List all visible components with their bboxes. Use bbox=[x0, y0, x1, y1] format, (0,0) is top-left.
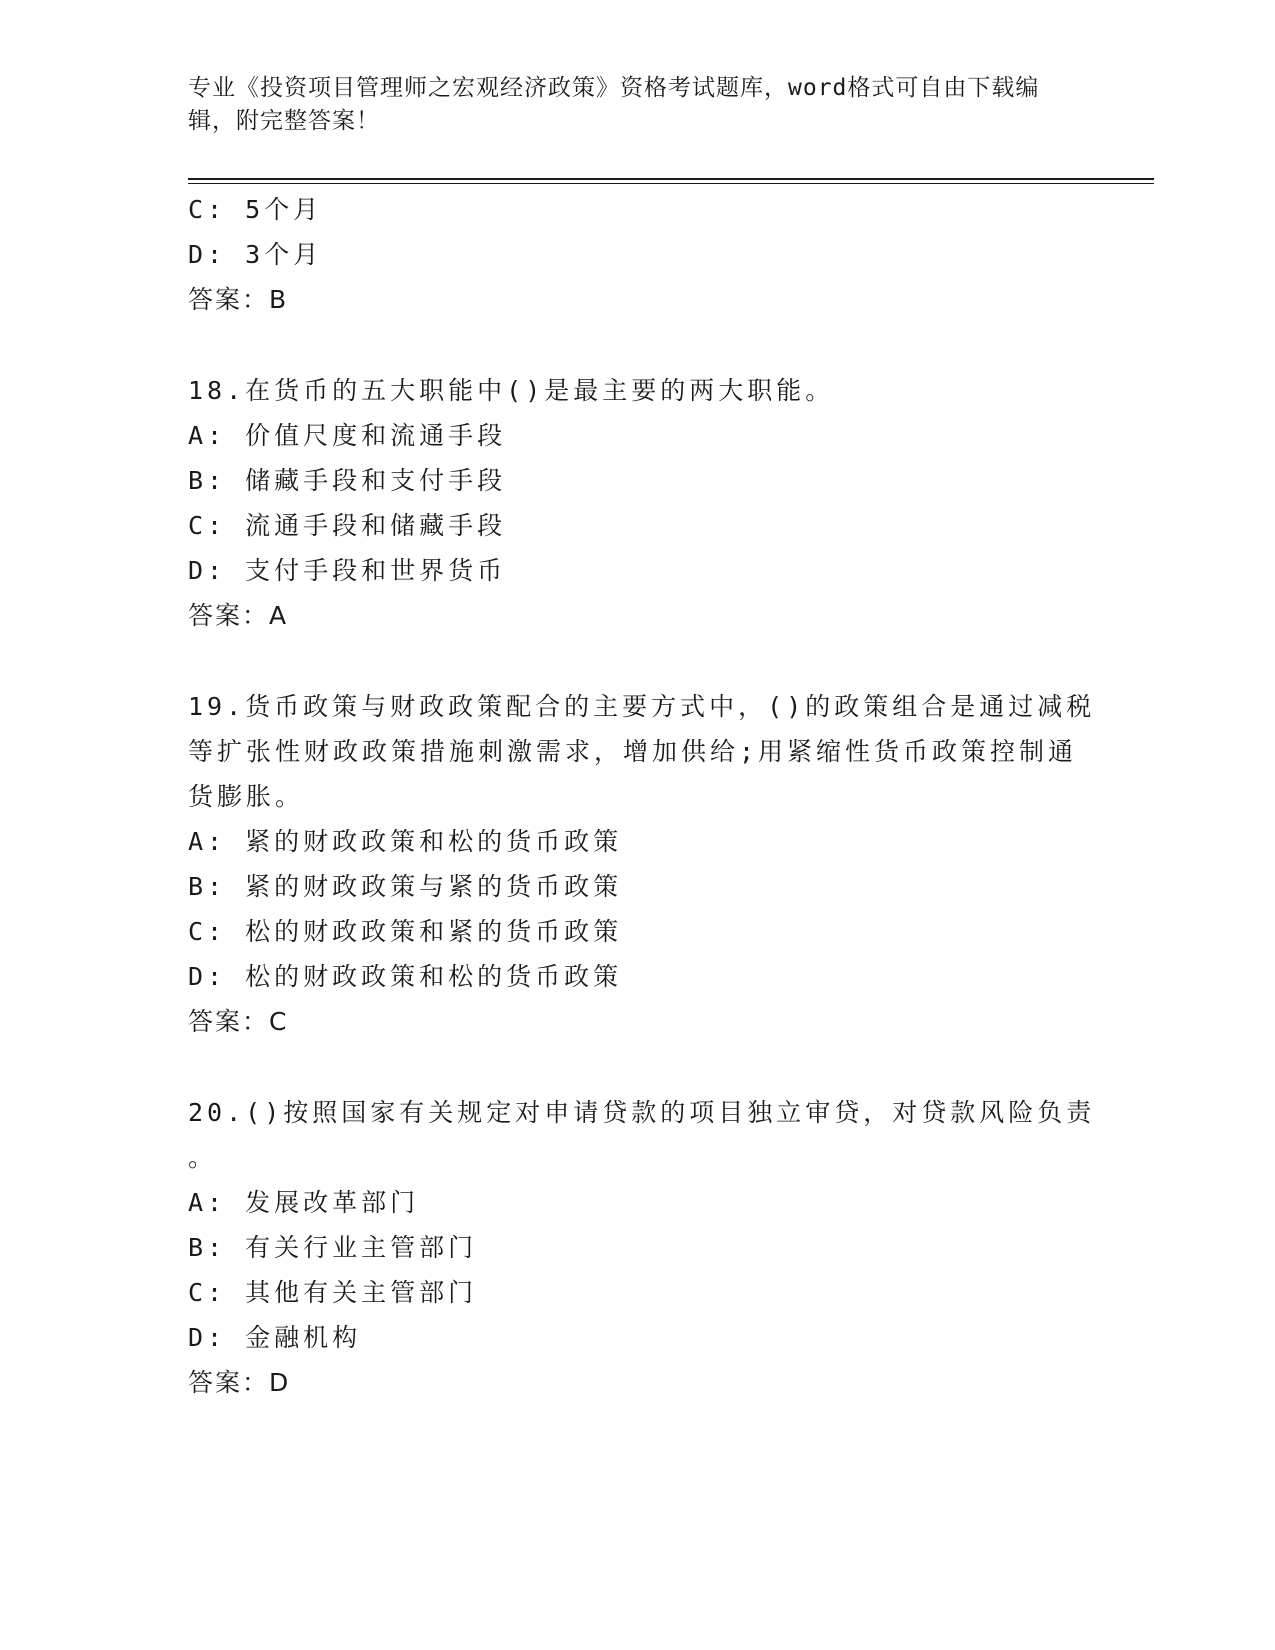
header-divider-thin bbox=[188, 183, 1154, 184]
q18-answer: 答案：A bbox=[188, 601, 289, 630]
q18-option-b: B: 储藏手段和支付手段 bbox=[188, 466, 507, 495]
q18-option-d: D: 支付手段和世界货币 bbox=[188, 556, 507, 585]
q19-option-b: B: 紧的财政政策与紧的货币政策 bbox=[188, 872, 623, 901]
header-divider-thick bbox=[188, 178, 1154, 180]
q20-answer: 答案：D bbox=[188, 1368, 291, 1397]
q20-option-b: B: 有关行业主管部门 bbox=[188, 1233, 478, 1262]
q17-option-d: D: 3个月 bbox=[188, 240, 323, 269]
header-line-2: 辑，附完整答案！ bbox=[188, 108, 380, 134]
q19-stem-line-2: 等扩张性财政政策措施刺激需求，增加供给;用紧缩性货币政策控制通 bbox=[188, 737, 1078, 766]
q18-stem: 18.在货币的五大职能中()是最主要的两大职能。 bbox=[188, 376, 835, 405]
q19-answer: 答案：C bbox=[188, 1007, 289, 1036]
q19-stem-line-1: 19.货币政策与财政政策配合的主要方式中，()的政策组合是通过减税 bbox=[188, 692, 1096, 721]
q17-answer: 答案：B bbox=[188, 285, 289, 314]
q20-option-a: A: 发展改革部门 bbox=[188, 1188, 420, 1217]
q19-option-d: D: 松的财政政策和松的货币政策 bbox=[188, 962, 623, 991]
q19-option-c: C: 松的财政政策和紧的货币政策 bbox=[188, 917, 623, 946]
q20-stem-line-2: 。 bbox=[188, 1143, 218, 1172]
q20-stem-line-1: 20.()按照国家有关规定对申请贷款的项目独立审贷，对贷款风险负责 bbox=[188, 1098, 1096, 1127]
q18-option-c: C: 流通手段和储藏手段 bbox=[188, 511, 507, 540]
q20-option-c: C: 其他有关主管部门 bbox=[188, 1278, 478, 1307]
q17-option-c: C: 5个月 bbox=[188, 195, 323, 224]
q18-option-a: A: 价值尺度和流通手段 bbox=[188, 421, 507, 450]
q19-option-a: A: 紧的财政政策和松的货币政策 bbox=[188, 827, 623, 856]
document-header bbox=[188, 72, 1068, 138]
q19-stem-line-3: 货膨胀。 bbox=[188, 782, 305, 811]
header-line-1: 专业《投资项目管理师之宏观经济政策》资格考试题库，word格式可自由下载编 bbox=[188, 75, 1040, 101]
q20-option-d: D: 金融机构 bbox=[188, 1323, 362, 1352]
